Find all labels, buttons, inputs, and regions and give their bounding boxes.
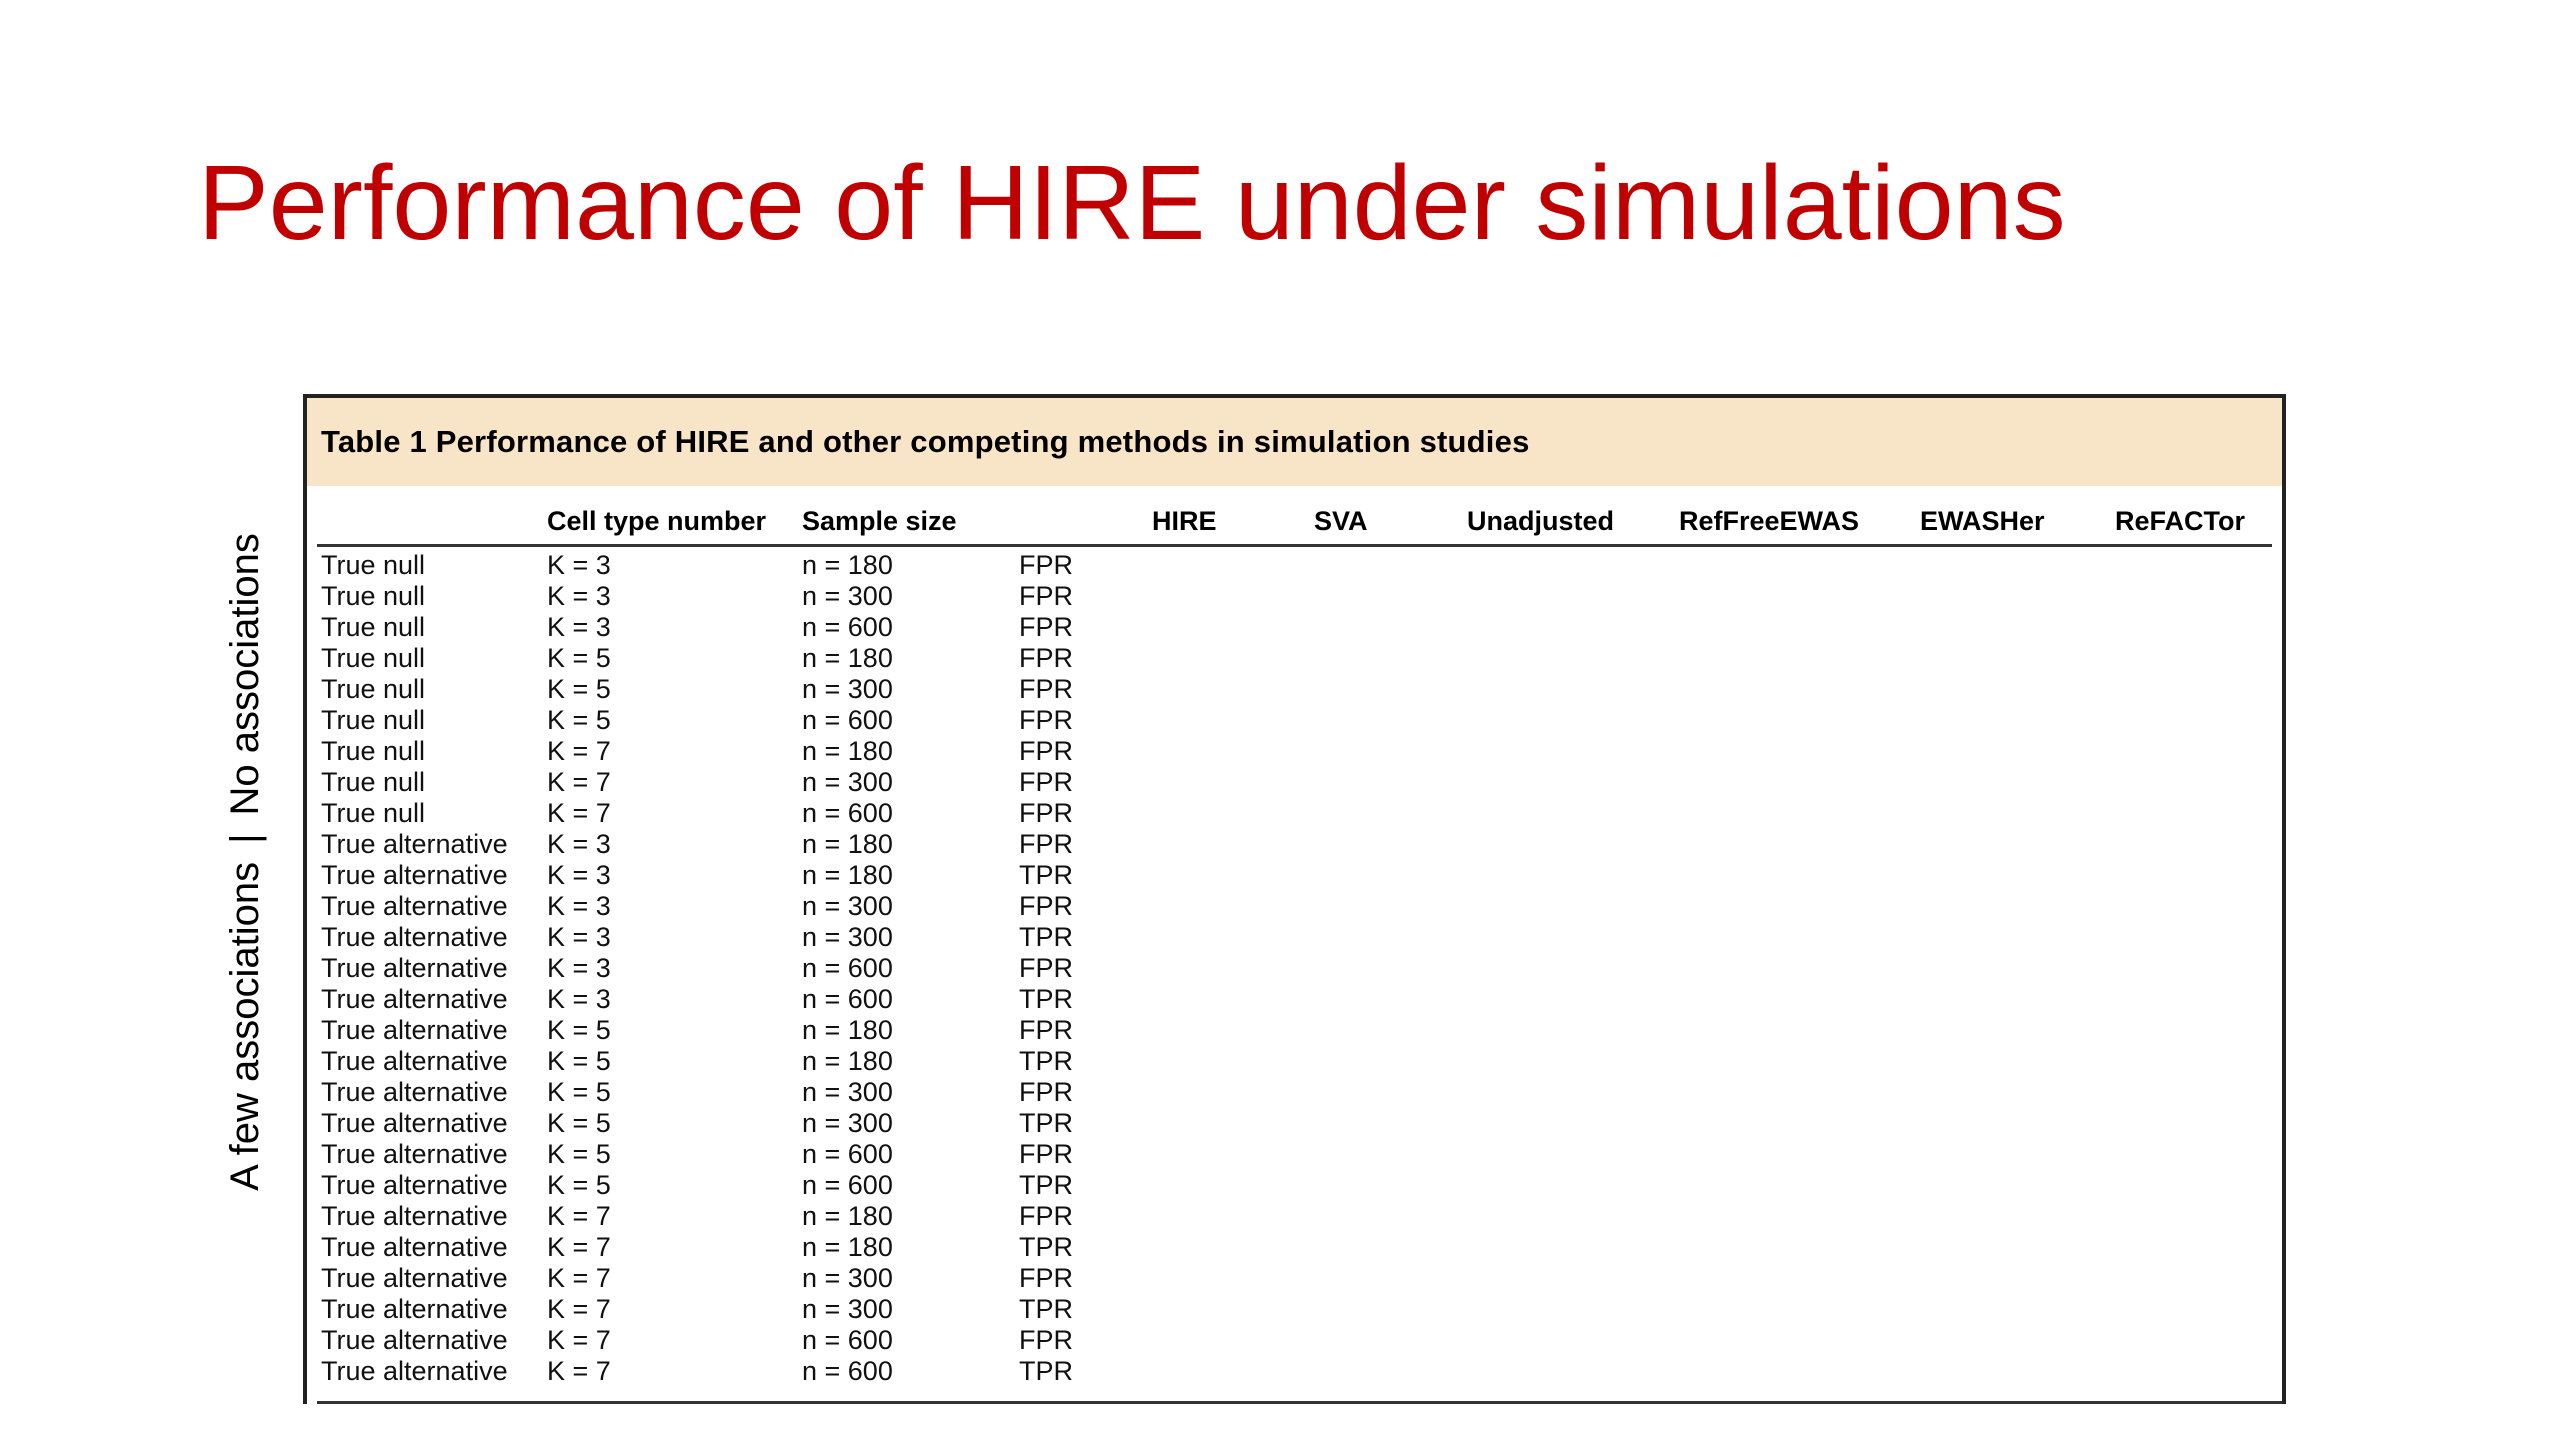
row-setting: True null (321, 643, 426, 673)
row-rate: FPR (1019, 674, 1073, 704)
row-sample-size: n = 600 (802, 612, 893, 642)
row-cell-type-number: K = 3 (547, 612, 611, 642)
row-rate: TPR (1019, 1232, 1073, 1262)
side-label (225, 533, 265, 1191)
row-sample-size: n = 300 (802, 674, 893, 704)
row-setting: True alternative (321, 1356, 508, 1386)
row-cell-type-number: K = 7 (547, 1201, 611, 1231)
row-setting: True alternative (321, 1232, 508, 1262)
row-rate: TPR (1019, 1356, 1073, 1386)
row-setting: True alternative (321, 922, 508, 952)
row-setting: True alternative (321, 891, 508, 921)
row-setting: True alternative (321, 1170, 508, 1200)
row-sample-size: n = 180 (802, 1232, 893, 1262)
row-sample-size: n = 600 (802, 953, 893, 983)
table-row (307, 643, 2282, 674)
side-label-no-associations: No associations (223, 533, 267, 816)
table-header-row (317, 506, 2272, 547)
row-setting: True alternative (321, 1325, 508, 1355)
row-cell-type-number: K = 3 (547, 829, 611, 859)
table-row (307, 984, 2282, 1015)
row-sample-size: n = 300 (802, 922, 893, 952)
row-sample-size: n = 600 (802, 1170, 893, 1200)
row-setting: True alternative (321, 1046, 508, 1076)
row-rate: FPR (1019, 705, 1073, 735)
row-rate: FPR (1019, 581, 1073, 611)
row-cell-type-number: K = 5 (547, 705, 611, 735)
table-row (307, 705, 2282, 736)
row-sample-size: n = 300 (802, 767, 893, 797)
table-row (307, 550, 2282, 581)
table-row (307, 1015, 2282, 1046)
table-row (307, 1201, 2282, 1232)
table-row (307, 1232, 2282, 1263)
row-cell-type-number: K = 7 (547, 1263, 611, 1293)
results-table (303, 394, 2286, 1404)
row-sample-size: n = 300 (802, 581, 893, 611)
column-header-hire: HIRE (1152, 506, 1217, 536)
column-header-sva: SVA (1314, 506, 1368, 536)
row-rate: TPR (1019, 860, 1073, 890)
row-cell-type-number: K = 7 (547, 1232, 611, 1262)
row-setting: True alternative (321, 1263, 508, 1293)
table-row (307, 674, 2282, 705)
row-cell-type-number: K = 3 (547, 984, 611, 1014)
table-row (307, 1046, 2282, 1077)
column-header-reffreeewas: RefFreeEWAS (1679, 506, 1860, 536)
row-cell-type-number: K = 7 (547, 1356, 611, 1386)
row-setting: True alternative (321, 1294, 508, 1324)
row-rate: FPR (1019, 767, 1073, 797)
row-sample-size: n = 300 (802, 891, 893, 921)
row-setting: True alternative (321, 1108, 508, 1138)
row-sample-size: n = 600 (802, 798, 893, 828)
row-cell-type-number: K = 5 (547, 1046, 611, 1076)
column-header-sample-size: Sample size (802, 506, 957, 536)
row-cell-type-number: K = 3 (547, 891, 611, 921)
row-cell-type-number: K = 7 (547, 767, 611, 797)
row-cell-type-number: K = 7 (547, 1325, 611, 1355)
column-header-refactor: ReFACTor (2115, 506, 2246, 536)
table-row (307, 736, 2282, 767)
row-setting: True null (321, 767, 426, 797)
table-row (307, 922, 2282, 953)
row-rate: TPR (1019, 1294, 1073, 1324)
table-row (307, 612, 2282, 643)
row-rate: FPR (1019, 550, 1073, 580)
row-cell-type-number: K = 3 (547, 922, 611, 952)
row-sample-size: n = 300 (802, 1263, 893, 1293)
row-setting: True null (321, 798, 426, 828)
row-sample-size: n = 600 (802, 984, 893, 1014)
table-row (307, 767, 2282, 798)
row-rate: TPR (1019, 1170, 1073, 1200)
row-setting: True alternative (321, 953, 508, 983)
row-rate: FPR (1019, 643, 1073, 673)
row-sample-size: n = 300 (802, 1108, 893, 1138)
row-cell-type-number: K = 3 (547, 550, 611, 580)
row-cell-type-number: K = 3 (547, 860, 611, 890)
row-setting: True alternative (321, 1077, 508, 1107)
row-cell-type-number: K = 3 (547, 953, 611, 983)
table-row (307, 1108, 2282, 1139)
row-sample-size: n = 600 (802, 1325, 893, 1355)
row-setting: True null (321, 705, 426, 735)
row-rate: FPR (1019, 1263, 1073, 1293)
side-label-separator: | (223, 833, 267, 844)
column-header-ewasher: EWASHer (1920, 506, 2045, 536)
row-cell-type-number: K = 5 (547, 1139, 611, 1169)
row-rate: TPR (1019, 922, 1073, 952)
row-rate: FPR (1019, 1015, 1073, 1045)
table-row (307, 1356, 2282, 1387)
row-cell-type-number: K = 7 (547, 1294, 611, 1324)
row-setting: True alternative (321, 860, 508, 890)
row-sample-size: n = 180 (802, 860, 893, 890)
table-row (307, 891, 2282, 922)
row-sample-size: n = 180 (802, 1201, 893, 1231)
row-rate: TPR (1019, 1046, 1073, 1076)
row-rate: FPR (1019, 612, 1073, 642)
slide-title: Performance of HIRE under simulations (198, 144, 2066, 262)
row-sample-size: n = 180 (802, 643, 893, 673)
row-sample-size: n = 600 (802, 1139, 893, 1169)
row-setting: True null (321, 674, 426, 704)
row-setting: True null (321, 581, 426, 611)
row-cell-type-number: K = 5 (547, 1015, 611, 1045)
row-rate: FPR (1019, 829, 1073, 859)
table-bottom-rule (317, 1401, 2282, 1404)
row-sample-size: n = 300 (802, 1077, 893, 1107)
row-cell-type-number: K = 5 (547, 643, 611, 673)
row-cell-type-number: K = 5 (547, 1108, 611, 1138)
table-row (307, 829, 2282, 860)
row-sample-size: n = 180 (802, 736, 893, 766)
row-rate: FPR (1019, 1325, 1073, 1355)
table-row (307, 1170, 2282, 1201)
table-row (307, 798, 2282, 829)
row-setting: True alternative (321, 1201, 508, 1231)
row-cell-type-number: K = 5 (547, 1077, 611, 1107)
row-rate: FPR (1019, 1201, 1073, 1231)
row-rate: TPR (1019, 984, 1073, 1014)
row-setting: True alternative (321, 984, 508, 1014)
row-setting: True alternative (321, 829, 508, 859)
row-setting: True null (321, 550, 426, 580)
table-caption: Table 1 Performance of HIRE and other competing methods in simulation studies (321, 424, 1530, 459)
row-cell-type-number: K = 5 (547, 674, 611, 704)
table-row (307, 1294, 2282, 1325)
table-row (307, 1077, 2282, 1108)
row-sample-size: n = 180 (802, 550, 893, 580)
table-row (307, 860, 2282, 891)
table-row (307, 1263, 2282, 1294)
row-sample-size: n = 180 (802, 1015, 893, 1045)
table-row (307, 1325, 2282, 1356)
row-cell-type-number: K = 7 (547, 798, 611, 828)
table-row (307, 953, 2282, 984)
row-cell-type-number: K = 7 (547, 736, 611, 766)
row-rate: FPR (1019, 953, 1073, 983)
row-rate: FPR (1019, 798, 1073, 828)
row-rate: FPR (1019, 1139, 1073, 1169)
row-setting: True null (321, 736, 426, 766)
row-setting: True alternative (321, 1139, 508, 1169)
column-header-unadjusted: Unadjusted (1467, 506, 1615, 536)
row-sample-size: n = 600 (802, 1356, 893, 1386)
row-rate: FPR (1019, 736, 1073, 766)
row-cell-type-number: K = 5 (547, 1170, 611, 1200)
row-setting: True null (321, 612, 426, 642)
row-sample-size: n = 300 (802, 1294, 893, 1324)
column-header-cell-type-number: Cell type number (547, 506, 767, 536)
table-row (307, 1139, 2282, 1170)
row-setting: True alternative (321, 1015, 508, 1045)
row-sample-size: n = 600 (802, 705, 893, 735)
side-label-few-associations: A few associations (223, 861, 267, 1191)
row-cell-type-number: K = 3 (547, 581, 611, 611)
table-caption-band (307, 398, 2282, 486)
table-row (307, 581, 2282, 612)
row-rate: TPR (1019, 1108, 1073, 1138)
row-rate: FPR (1019, 891, 1073, 921)
row-sample-size: n = 180 (802, 829, 893, 859)
row-rate: FPR (1019, 1077, 1073, 1107)
row-sample-size: n = 180 (802, 1046, 893, 1076)
table-body (307, 550, 2282, 1387)
